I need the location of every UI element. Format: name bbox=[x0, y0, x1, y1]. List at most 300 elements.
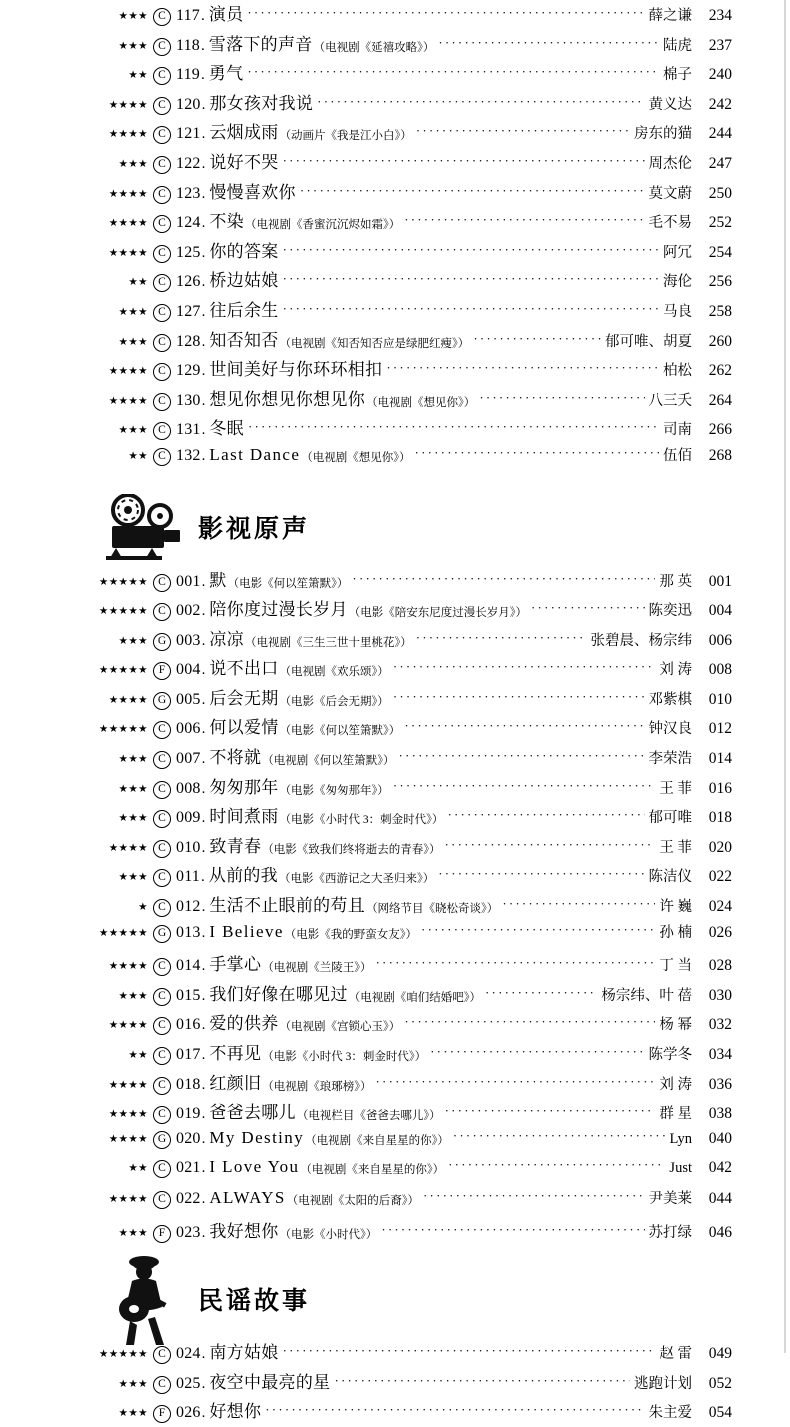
rating-stars: ★★★★ bbox=[108, 1079, 148, 1091]
song-title: ALWAYS bbox=[209, 1187, 286, 1207]
key-badge: C bbox=[153, 1047, 171, 1065]
number-title-separator: . bbox=[201, 126, 206, 143]
dot-leader bbox=[421, 922, 655, 938]
key-badge: C bbox=[153, 1160, 171, 1178]
entry-number: 022 bbox=[176, 1189, 201, 1207]
page-number: 032 bbox=[708, 1016, 732, 1034]
dot-leader bbox=[283, 301, 659, 317]
rating-stars: ★★★ bbox=[118, 813, 148, 825]
rating-stars: ★★★★ bbox=[108, 961, 148, 973]
dot-leader bbox=[485, 985, 597, 1001]
artist-name: 李荣浩 bbox=[648, 751, 692, 768]
key-badge: C bbox=[153, 38, 171, 56]
film-projector-icon bbox=[98, 494, 190, 560]
section-header bbox=[78, 488, 732, 566]
toc-entry-row[interactable] bbox=[78, 89, 732, 119]
artist-name: 郁可唯 bbox=[648, 810, 692, 827]
rating-stars: ★★★ bbox=[118, 158, 148, 170]
number-title-separator: . bbox=[201, 899, 206, 916]
rating-stars: ★★★ bbox=[118, 635, 148, 647]
song-title: 生活不止眼前的苟且 bbox=[209, 896, 366, 916]
toc-entry-row[interactable] bbox=[78, 950, 732, 980]
rating-stars: ★★★★ bbox=[108, 99, 148, 111]
artist-name: 群 星 bbox=[659, 1106, 692, 1123]
key-badge: C bbox=[153, 186, 171, 204]
entry-number: 132 bbox=[176, 446, 201, 464]
artist-name: 八三夭 bbox=[648, 392, 692, 409]
number-title-separator: . bbox=[201, 810, 206, 827]
dot-leader bbox=[416, 630, 587, 646]
artist-name: 阿冗 bbox=[663, 244, 692, 261]
artist-name: 孙 楠 bbox=[659, 924, 692, 941]
key-badge: C bbox=[153, 840, 171, 858]
section-header bbox=[78, 1260, 732, 1338]
entry-number: 123 bbox=[176, 184, 201, 202]
toc-entry-row[interactable] bbox=[78, 891, 732, 921]
song-title: 世间美好与你环环相扣 bbox=[209, 360, 383, 380]
toc-entry-row[interactable] bbox=[78, 0, 732, 30]
number-title-separator: . bbox=[201, 37, 205, 54]
entry-number: 013 bbox=[176, 923, 201, 941]
entry-number: 126 bbox=[176, 273, 201, 291]
song-title: 默 bbox=[209, 570, 227, 590]
page-number: 052 bbox=[708, 1374, 732, 1392]
number-title-separator: . bbox=[201, 958, 206, 975]
song-title: 后会无期 bbox=[209, 688, 279, 708]
song-source-note: （电视剧《欢乐颂》） bbox=[279, 666, 389, 679]
number-title-separator: . bbox=[201, 1190, 206, 1207]
page-number: 254 bbox=[708, 243, 732, 261]
number-title-separator: . bbox=[201, 1130, 206, 1147]
rating-stars: ★★★ bbox=[118, 872, 148, 884]
rating-stars: ★★★ bbox=[118, 336, 148, 348]
number-title-separator: . bbox=[201, 573, 206, 590]
key-badge: F bbox=[153, 1225, 171, 1243]
artist-name: 陈奕迅 bbox=[648, 603, 692, 620]
toc-entry-row[interactable] bbox=[78, 773, 732, 803]
artist-name: 许 巍 bbox=[659, 899, 692, 916]
toc-entry-row[interactable] bbox=[78, 326, 732, 356]
toc-entry-row[interactable] bbox=[78, 1128, 732, 1158]
song-source-note: （电影《陪安东尼度过漫长岁月》） bbox=[348, 607, 528, 620]
number-title-separator: . bbox=[201, 422, 206, 439]
rating-stars: ★★★ bbox=[118, 40, 148, 52]
dot-leader bbox=[334, 1373, 630, 1389]
song-title: 爸爸去哪儿 bbox=[209, 1103, 296, 1123]
toc-entry-row[interactable] bbox=[78, 921, 732, 951]
key-badge: G bbox=[153, 633, 171, 651]
dot-leader bbox=[317, 94, 644, 110]
key-badge: C bbox=[153, 156, 171, 174]
artist-name: 司南 bbox=[663, 422, 692, 439]
number-title-separator: . bbox=[201, 721, 206, 738]
number-title-separator: . bbox=[201, 1346, 206, 1363]
dot-leader bbox=[393, 659, 656, 675]
rating-stars: ★★★ bbox=[118, 1378, 148, 1390]
song-source-note: （电视剧《想见你》） bbox=[366, 396, 476, 409]
song-title: 南方姑娘 bbox=[209, 1343, 279, 1363]
song-title: 我们好像在哪见过 bbox=[209, 984, 348, 1004]
rating-stars: ★★★★ bbox=[108, 188, 148, 200]
rating-stars: ★★★ bbox=[118, 1408, 148, 1420]
toc-entry-row[interactable] bbox=[78, 1217, 732, 1247]
rating-stars: ★★★ bbox=[118, 783, 148, 795]
artist-name: 陈洁仪 bbox=[648, 869, 692, 886]
page-number: 034 bbox=[708, 1046, 732, 1063]
song-title: 我好想你 bbox=[209, 1221, 279, 1241]
toc-entry-row[interactable] bbox=[78, 980, 732, 1010]
dot-leader bbox=[438, 866, 644, 882]
song-source-note: （电视剧《太阳的后裔》） bbox=[286, 1194, 420, 1207]
number-title-separator: . bbox=[201, 1160, 206, 1177]
dot-leader bbox=[473, 331, 601, 347]
toc-entry-row[interactable] bbox=[78, 1039, 732, 1069]
toc-entry-row[interactable] bbox=[78, 861, 732, 891]
dot-leader bbox=[352, 571, 655, 587]
key-badge: C bbox=[153, 363, 171, 381]
song-title: 红颜旧 bbox=[209, 1073, 262, 1093]
key-badge: C bbox=[153, 988, 171, 1006]
dot-leader bbox=[453, 1128, 666, 1144]
rating-stars: ★★★★ bbox=[108, 694, 148, 706]
entry-number: 024 bbox=[176, 1345, 201, 1363]
artist-name: 伍佰 bbox=[663, 447, 692, 464]
song-source-note: （电影《西游记之大圣归来》） bbox=[278, 873, 435, 886]
number-title-separator: . bbox=[201, 839, 206, 856]
page-number: 247 bbox=[708, 154, 732, 172]
key-badge: C bbox=[153, 810, 171, 828]
song-title: 夜空中最亮的星 bbox=[209, 1372, 331, 1392]
number-title-separator: . bbox=[201, 924, 206, 941]
song-title: 陪你度过漫长岁月 bbox=[209, 600, 348, 620]
toc-entry-row[interactable] bbox=[78, 566, 732, 596]
entry-number: 118 bbox=[176, 36, 201, 54]
song-title: 慢慢喜欢你 bbox=[209, 182, 296, 202]
artist-name: 邓紫棋 bbox=[648, 691, 692, 708]
song-source-note: （电影《我的野蛮女友》） bbox=[284, 928, 418, 941]
toc-entry-row[interactable] bbox=[78, 1368, 732, 1398]
toc-entry-row[interactable] bbox=[78, 30, 732, 60]
key-badge: C bbox=[153, 958, 171, 976]
number-title-separator: . bbox=[201, 155, 206, 172]
song-source-note: （电视剧《琅琊榜》） bbox=[262, 1080, 372, 1093]
key-badge: C bbox=[153, 448, 171, 466]
dot-leader bbox=[416, 123, 630, 139]
page-number: 266 bbox=[708, 421, 732, 439]
page-number: 040 bbox=[708, 1129, 732, 1147]
page-number: 012 bbox=[708, 720, 732, 738]
artist-name: 朱主爱 bbox=[648, 1405, 692, 1422]
rating-stars: ★★★ bbox=[118, 754, 148, 766]
key-badge: C bbox=[153, 869, 171, 887]
dot-leader bbox=[448, 1157, 665, 1173]
dot-leader bbox=[283, 153, 645, 169]
key-badge: C bbox=[153, 751, 171, 769]
song-source-note: （电影《小时代》） bbox=[279, 1228, 378, 1241]
key-badge: C bbox=[153, 574, 171, 592]
song-source-note: （电视剧《来自星星的你》） bbox=[300, 1164, 445, 1177]
number-title-separator: . bbox=[201, 333, 206, 350]
dot-leader bbox=[248, 419, 659, 435]
entry-number: 025 bbox=[176, 1374, 201, 1392]
key-badge: C bbox=[153, 1376, 171, 1394]
entry-number: 016 bbox=[176, 1016, 201, 1034]
song-title: 不再见 bbox=[209, 1044, 262, 1063]
song-source-note: （电视剧《兰陵王》） bbox=[262, 962, 372, 975]
number-title-separator: . bbox=[201, 1047, 206, 1063]
number-title-separator: . bbox=[201, 67, 205, 84]
rating-stars: ★★★★ bbox=[108, 842, 148, 854]
song-title: 凉凉 bbox=[209, 629, 244, 649]
song-source-note: （电影《后会无期》） bbox=[279, 695, 389, 708]
entry-number: 129 bbox=[176, 362, 201, 380]
artist-name: 王 菲 bbox=[659, 780, 692, 797]
page-number: 008 bbox=[708, 661, 732, 679]
song-title: 何以爱情 bbox=[209, 718, 279, 738]
entry-number: 003 bbox=[176, 631, 201, 649]
dot-leader bbox=[502, 896, 655, 912]
page-edge-decoration bbox=[774, 0, 790, 1353]
entry-number: 006 bbox=[176, 720, 201, 738]
key-badge: G bbox=[153, 925, 171, 943]
entry-number: 012 bbox=[176, 898, 201, 916]
number-title-separator: . bbox=[201, 751, 206, 768]
song-title: I Love You bbox=[209, 1157, 300, 1177]
toc-entry-row[interactable] bbox=[78, 595, 732, 625]
page-number: 001 bbox=[708, 572, 732, 590]
rating-stars: ★★★★ bbox=[108, 1193, 148, 1205]
number-title-separator: . bbox=[201, 8, 205, 24]
song-title: 往后余生 bbox=[209, 300, 279, 320]
page-number: 036 bbox=[708, 1075, 732, 1093]
number-title-separator: . bbox=[201, 662, 206, 679]
rating-stars: ★★★★ bbox=[108, 129, 148, 141]
page-number: 024 bbox=[708, 898, 732, 916]
page-number: 049 bbox=[708, 1345, 732, 1363]
artist-name: 棉子 bbox=[663, 67, 692, 84]
rating-stars: ★★★★★ bbox=[98, 606, 148, 618]
artist-name: 刘 涛 bbox=[659, 1076, 692, 1093]
key-badge: G bbox=[153, 692, 171, 710]
number-title-separator: . bbox=[201, 392, 206, 409]
dot-leader bbox=[479, 390, 644, 406]
rating-stars: ★★★★ bbox=[108, 1020, 148, 1032]
song-title: 雪落下的声音 bbox=[208, 34, 313, 54]
toc-entry-row[interactable] bbox=[78, 355, 732, 385]
number-title-separator: . bbox=[201, 244, 206, 261]
number-title-separator: . bbox=[201, 185, 206, 202]
artist-name: 郁可唯、胡夏 bbox=[605, 333, 692, 350]
toc-entry-row[interactable] bbox=[78, 1069, 732, 1099]
toc-entry-row[interactable] bbox=[78, 832, 732, 862]
song-title: 不染 bbox=[209, 212, 244, 232]
number-title-separator: . bbox=[201, 1017, 206, 1034]
rating-stars: ★★★★ bbox=[108, 395, 148, 407]
artist-name: 黄义达 bbox=[648, 96, 692, 113]
entry-number: 004 bbox=[176, 661, 201, 679]
toc-entry-row[interactable] bbox=[78, 444, 732, 474]
page-number: 242 bbox=[708, 95, 732, 113]
rating-stars: ★★ bbox=[128, 450, 148, 462]
number-title-separator: . bbox=[201, 632, 206, 649]
key-badge: C bbox=[153, 215, 171, 233]
toc-entry-row[interactable] bbox=[78, 178, 732, 208]
number-title-separator: . bbox=[201, 303, 206, 320]
artist-name: Just bbox=[669, 1160, 692, 1177]
song-title: 冬眠 bbox=[209, 419, 244, 439]
entry-number: 008 bbox=[176, 779, 201, 797]
toc-entry-row[interactable] bbox=[78, 296, 732, 326]
toc-entry-row[interactable] bbox=[78, 118, 732, 148]
key-badge: C bbox=[153, 245, 171, 263]
number-title-separator: . bbox=[201, 274, 206, 291]
song-source-note: （电视剧《三生三世十里桃花》） bbox=[244, 636, 412, 649]
entry-number: 009 bbox=[176, 809, 201, 827]
song-source-note: （电影《何以笙箫默》） bbox=[227, 577, 349, 590]
rating-stars: ★★★★ bbox=[108, 247, 148, 259]
song-title: 爱的供养 bbox=[209, 1014, 279, 1034]
toc-entry-row[interactable] bbox=[78, 1098, 732, 1128]
artist-name: 薛之谦 bbox=[648, 8, 692, 24]
entry-number: 125 bbox=[176, 243, 201, 261]
guitar-player-icon bbox=[96, 1253, 192, 1345]
dot-leader bbox=[265, 1402, 644, 1418]
entry-number: 128 bbox=[176, 332, 201, 350]
entry-number: 015 bbox=[176, 986, 201, 1004]
key-badge: C bbox=[153, 422, 171, 440]
toc-entry-row[interactable] bbox=[78, 1187, 732, 1217]
entry-number: 131 bbox=[176, 421, 201, 439]
toc-entry-row[interactable] bbox=[78, 385, 732, 415]
number-title-separator: . bbox=[201, 215, 206, 232]
page-number: 020 bbox=[708, 838, 732, 856]
key-badge: C bbox=[153, 274, 171, 292]
song-title: 桥边姑娘 bbox=[209, 271, 279, 291]
song-source-note: （网络节目《晓松奇谈》） bbox=[366, 903, 499, 916]
artist-name: 那 英 bbox=[659, 573, 692, 590]
page-number: 264 bbox=[708, 391, 732, 409]
toc-entry-row[interactable] bbox=[78, 237, 732, 267]
entry-number: 119 bbox=[176, 66, 201, 84]
song-title: 不将就 bbox=[209, 748, 262, 768]
artist-name: 苏打绿 bbox=[648, 1224, 692, 1241]
song-source-note: （电视剧《香蜜沉沉烬如霜》） bbox=[244, 219, 401, 232]
rating-stars: ★★★★★ bbox=[98, 576, 148, 588]
artist-name: 毛不易 bbox=[648, 215, 692, 232]
toc-entry-row[interactable] bbox=[78, 1157, 732, 1187]
toc-entry-row[interactable] bbox=[78, 713, 732, 743]
key-badge: F bbox=[153, 662, 171, 680]
page-number: 028 bbox=[708, 957, 732, 975]
number-title-separator: . bbox=[201, 1076, 206, 1093]
song-source-note: （电影《致我们终将逝去的青春》） bbox=[262, 843, 441, 856]
section-title: 影视原声 bbox=[198, 515, 311, 543]
key-badge: C bbox=[153, 67, 171, 85]
entry-number: 124 bbox=[176, 214, 201, 232]
entry-number: 130 bbox=[176, 391, 201, 409]
number-title-separator: . bbox=[201, 691, 206, 708]
key-badge: C bbox=[153, 1017, 171, 1035]
song-source-note: （电视剧《来自星星的你》） bbox=[305, 1134, 449, 1147]
key-badge: C bbox=[153, 334, 171, 352]
page-number: 250 bbox=[708, 184, 732, 202]
entry-number: 002 bbox=[176, 602, 201, 620]
song-source-note: （电视剧《想见你》） bbox=[301, 451, 411, 464]
artist-name: 陈学冬 bbox=[648, 1047, 692, 1063]
toc-entry-row[interactable] bbox=[78, 414, 732, 444]
toc-entry-row[interactable] bbox=[78, 207, 732, 237]
page-number: 252 bbox=[708, 214, 732, 232]
rating-stars: ★★ bbox=[128, 1163, 148, 1175]
key-badge: C bbox=[153, 1077, 171, 1095]
number-title-separator: . bbox=[201, 1375, 206, 1392]
toc-entry-row[interactable] bbox=[78, 802, 732, 832]
page-number: 042 bbox=[708, 1159, 732, 1177]
dot-leader bbox=[423, 1188, 644, 1204]
song-source-note: （电影《何以笙箫默》） bbox=[279, 725, 401, 738]
toc-entry-row[interactable] bbox=[78, 625, 732, 655]
entry-number: 023 bbox=[176, 1223, 201, 1241]
page-number: 046 bbox=[708, 1223, 732, 1241]
artist-name: 海伦 bbox=[663, 274, 692, 291]
dot-leader bbox=[404, 1014, 655, 1030]
song-source-note: （电视剧《知否知否应是绿肥红瘦》） bbox=[279, 337, 470, 350]
song-source-note: （电影《小时代 3：刺金时代》） bbox=[262, 1051, 427, 1063]
dot-leader bbox=[404, 212, 644, 228]
number-title-separator: . bbox=[201, 96, 206, 113]
rating-stars: ★★★ bbox=[118, 425, 148, 437]
entry-number: 014 bbox=[176, 957, 201, 975]
key-badge: C bbox=[153, 1346, 171, 1364]
rating-stars: ★★★★★ bbox=[98, 1349, 148, 1361]
toc-entry-row[interactable] bbox=[78, 266, 732, 296]
key-badge: C bbox=[153, 304, 171, 322]
entry-number: 018 bbox=[176, 1075, 201, 1093]
artist-name: 房东的猫 bbox=[634, 126, 692, 143]
toc-entry-row[interactable] bbox=[78, 743, 732, 773]
rating-stars: ★★ bbox=[128, 277, 148, 289]
number-title-separator: . bbox=[201, 987, 206, 1004]
guitar-player-icon bbox=[104, 1253, 184, 1345]
toc-entry-row[interactable] bbox=[78, 684, 732, 714]
song-title: I Believe bbox=[209, 921, 284, 941]
rating-stars: ★★★★★ bbox=[98, 724, 148, 736]
song-title: 说好不哭 bbox=[209, 152, 279, 172]
dot-leader bbox=[430, 1044, 644, 1060]
entry-number: 120 bbox=[176, 95, 201, 113]
rating-stars: ★★★ bbox=[118, 306, 148, 318]
page-number: 044 bbox=[708, 1189, 732, 1207]
toc-entry-row[interactable] bbox=[78, 1009, 732, 1039]
page-number: 240 bbox=[708, 66, 732, 84]
song-title: 从前的我 bbox=[208, 866, 278, 886]
dot-leader bbox=[283, 271, 659, 287]
toc-entry-row[interactable] bbox=[78, 148, 732, 178]
entry-number: 005 bbox=[176, 690, 201, 708]
entry-number: 121 bbox=[176, 125, 201, 143]
song-title: 说不出口 bbox=[209, 659, 279, 679]
dot-leader bbox=[447, 807, 644, 823]
song-title: 勇气 bbox=[208, 64, 244, 84]
entry-number: 127 bbox=[176, 302, 201, 320]
number-title-separator: . bbox=[201, 780, 206, 797]
toc-entry-row[interactable] bbox=[78, 59, 732, 89]
song-source-note: （电视剧《延禧攻略》） bbox=[313, 41, 435, 54]
dot-leader bbox=[438, 35, 659, 51]
toc-entry-row[interactable] bbox=[78, 1397, 732, 1427]
entry-number: 021 bbox=[176, 1159, 201, 1177]
toc-entry-row[interactable] bbox=[78, 654, 732, 684]
